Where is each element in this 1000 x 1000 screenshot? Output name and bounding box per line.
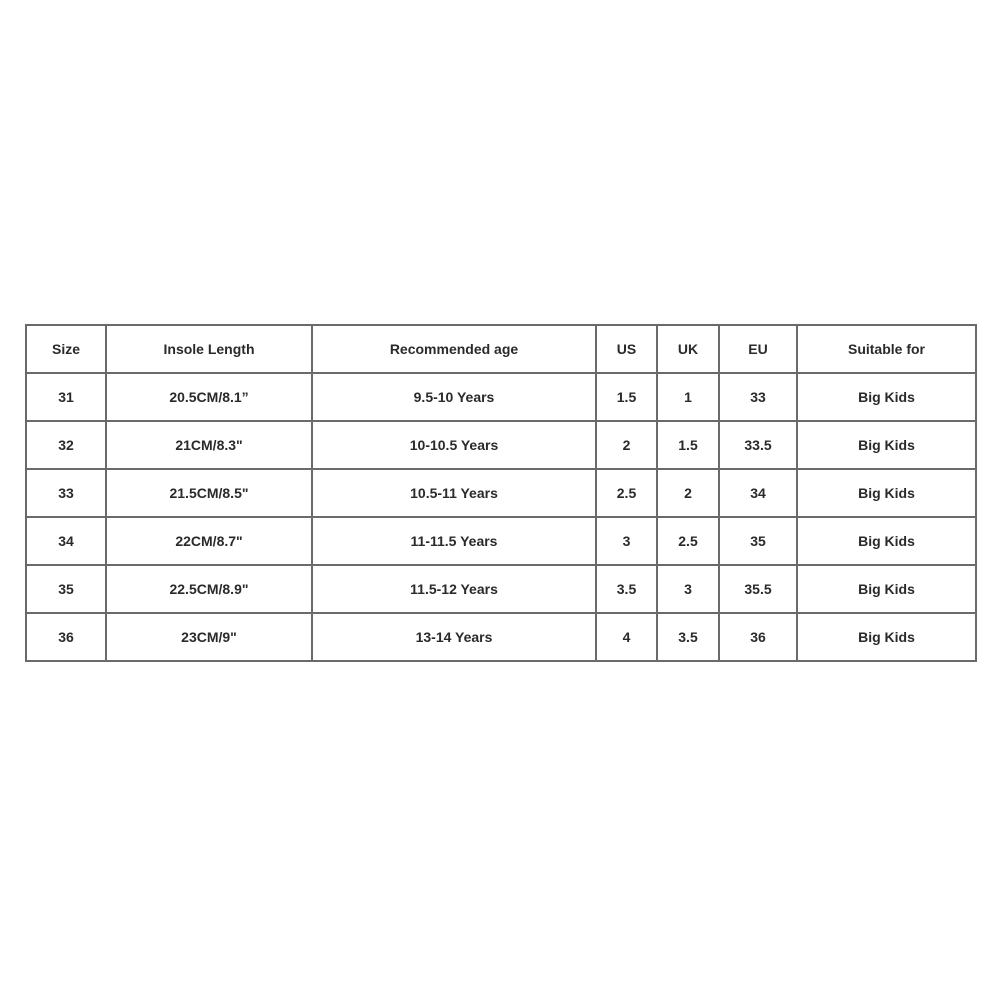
cell-eu: 36	[719, 613, 797, 661]
size-chart-table	[25, 324, 977, 662]
cell-us: 3	[596, 517, 657, 565]
table-row	[26, 421, 976, 469]
table-row	[26, 565, 976, 613]
cell-size: 33	[26, 469, 106, 517]
cell-suitable-for: Big Kids	[797, 613, 976, 661]
cell-eu: 35.5	[719, 565, 797, 613]
cell-size: 35	[26, 565, 106, 613]
cell-recommended-age: 13-14 Years	[312, 613, 596, 661]
cell-size: 31	[26, 373, 106, 421]
cell-eu: 33.5	[719, 421, 797, 469]
cell-us: 2.5	[596, 469, 657, 517]
table-row	[26, 373, 976, 421]
cell-insole-length: 22.5CM/8.9"	[106, 565, 312, 613]
cell-uk: 2.5	[657, 517, 719, 565]
cell-eu: 33	[719, 373, 797, 421]
cell-recommended-age: 11-11.5 Years	[312, 517, 596, 565]
cell-suitable-for: Big Kids	[797, 373, 976, 421]
cell-us: 3.5	[596, 565, 657, 613]
cell-us: 2	[596, 421, 657, 469]
cell-insole-length: 20.5CM/8.1”	[106, 373, 312, 421]
cell-uk: 1.5	[657, 421, 719, 469]
cell-uk: 3	[657, 565, 719, 613]
cell-suitable-for: Big Kids	[797, 565, 976, 613]
table-row	[26, 517, 976, 565]
cell-uk: 1	[657, 373, 719, 421]
cell-eu: 35	[719, 517, 797, 565]
cell-insole-length: 23CM/9"	[106, 613, 312, 661]
table-row	[26, 469, 976, 517]
header-insole-length: Insole Length	[106, 325, 312, 373]
cell-suitable-for: Big Kids	[797, 421, 976, 469]
header-uk: UK	[657, 325, 719, 373]
cell-us: 1.5	[596, 373, 657, 421]
cell-us: 4	[596, 613, 657, 661]
cell-insole-length: 21.5CM/8.5"	[106, 469, 312, 517]
header-eu: EU	[719, 325, 797, 373]
cell-recommended-age: 10-10.5 Years	[312, 421, 596, 469]
header-size: Size	[26, 325, 106, 373]
table-header-row	[26, 325, 976, 373]
header-recommended-age: Recommended age	[312, 325, 596, 373]
header-us: US	[596, 325, 657, 373]
cell-recommended-age: 10.5-11 Years	[312, 469, 596, 517]
cell-recommended-age: 11.5-12 Years	[312, 565, 596, 613]
table-row	[26, 613, 976, 661]
cell-insole-length: 21CM/8.3"	[106, 421, 312, 469]
cell-eu: 34	[719, 469, 797, 517]
cell-size: 36	[26, 613, 106, 661]
header-suitable-for: Suitable for	[797, 325, 976, 373]
cell-suitable-for: Big Kids	[797, 517, 976, 565]
cell-insole-length: 22CM/8.7"	[106, 517, 312, 565]
cell-size: 32	[26, 421, 106, 469]
cell-uk: 3.5	[657, 613, 719, 661]
cell-suitable-for: Big Kids	[797, 469, 976, 517]
cell-size: 34	[26, 517, 106, 565]
cell-uk: 2	[657, 469, 719, 517]
cell-recommended-age: 9.5-10 Years	[312, 373, 596, 421]
